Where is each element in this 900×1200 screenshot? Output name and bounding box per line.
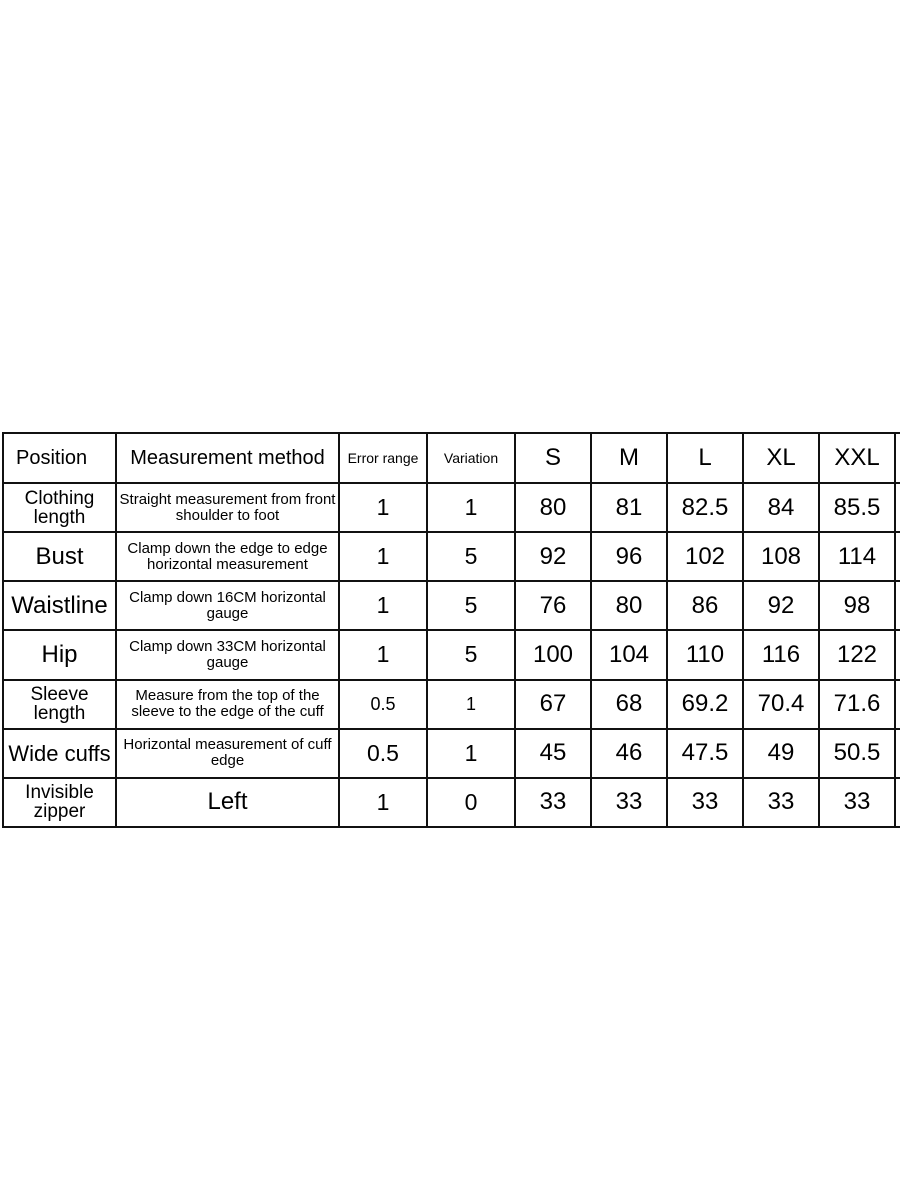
header-cut-column bbox=[895, 433, 900, 483]
size-xl-cell: 92 bbox=[743, 581, 819, 630]
header-size-l: L bbox=[667, 433, 743, 483]
size-m-cell: 104 bbox=[591, 630, 667, 679]
size-s-cell: 80 bbox=[515, 483, 591, 532]
variation-cell: 1 bbox=[427, 483, 515, 532]
method-cell: Horizontal measurement of cuff edge bbox=[116, 729, 339, 778]
error-cell: 1 bbox=[339, 483, 427, 532]
position-cell: Clothing length bbox=[3, 483, 116, 532]
position-cell: Bust bbox=[3, 532, 116, 581]
method-cell: Clamp down the edge to edge horizontal measurement bbox=[116, 532, 339, 581]
size-chart bbox=[2, 432, 900, 828]
size-l-cell: 110 bbox=[667, 630, 743, 679]
cut-cell bbox=[895, 581, 900, 630]
variation-cell: 5 bbox=[427, 630, 515, 679]
variation-cell: 5 bbox=[427, 532, 515, 581]
header-size-m: M bbox=[591, 433, 667, 483]
size-xxl-cell: 50.5 bbox=[819, 729, 895, 778]
size-l-cell: 33 bbox=[667, 778, 743, 827]
header-error-range: Error range bbox=[339, 433, 427, 483]
error-cell: 1 bbox=[339, 532, 427, 581]
method-cell: Clamp down 16CM horizontal gauge bbox=[116, 581, 339, 630]
cut-cell bbox=[895, 630, 900, 679]
position-cell: Invisible zipper bbox=[3, 778, 116, 827]
size-m-cell: 33 bbox=[591, 778, 667, 827]
header-size-xl: XL bbox=[743, 433, 819, 483]
size-l-cell: 69.2 bbox=[667, 680, 743, 729]
size-xl-cell: 108 bbox=[743, 532, 819, 581]
size-xl-cell: 84 bbox=[743, 483, 819, 532]
table-row bbox=[3, 532, 900, 581]
size-s-cell: 67 bbox=[515, 680, 591, 729]
header-size-s: S bbox=[515, 433, 591, 483]
cut-cell bbox=[895, 729, 900, 778]
header-variation: Variation bbox=[427, 433, 515, 483]
size-m-cell: 96 bbox=[591, 532, 667, 581]
size-m-cell: 68 bbox=[591, 680, 667, 729]
cut-cell bbox=[895, 778, 900, 827]
table-row bbox=[3, 729, 900, 778]
variation-cell: 1 bbox=[427, 729, 515, 778]
error-cell: 1 bbox=[339, 630, 427, 679]
size-s-cell: 33 bbox=[515, 778, 591, 827]
size-s-cell: 92 bbox=[515, 532, 591, 581]
size-m-cell: 81 bbox=[591, 483, 667, 532]
method-cell: Measure from the top of the sleeve to the edge of the cuff bbox=[116, 680, 339, 729]
cut-cell bbox=[895, 532, 900, 581]
size-s-cell: 76 bbox=[515, 581, 591, 630]
method-cell: Clamp down 33CM horizontal gauge bbox=[116, 630, 339, 679]
header-position: Position bbox=[3, 433, 116, 483]
size-xl-cell: 70.4 bbox=[743, 680, 819, 729]
size-l-cell: 82.5 bbox=[667, 483, 743, 532]
method-cell: Left bbox=[116, 778, 339, 827]
size-xxl-cell: 122 bbox=[819, 630, 895, 679]
size-l-cell: 102 bbox=[667, 532, 743, 581]
position-cell: Hip bbox=[3, 630, 116, 679]
table-row bbox=[3, 483, 900, 532]
position-cell: Waistline bbox=[3, 581, 116, 630]
table-row bbox=[3, 778, 900, 827]
position-cell: Sleeve length bbox=[3, 680, 116, 729]
size-xl-cell: 116 bbox=[743, 630, 819, 679]
variation-cell: 1 bbox=[427, 680, 515, 729]
size-xl-cell: 33 bbox=[743, 778, 819, 827]
variation-cell: 5 bbox=[427, 581, 515, 630]
header-row bbox=[3, 433, 900, 483]
error-cell: 1 bbox=[339, 581, 427, 630]
size-xl-cell: 49 bbox=[743, 729, 819, 778]
method-cell: Straight measurement from front shoulder to foot bbox=[116, 483, 339, 532]
error-cell: 0.5 bbox=[339, 680, 427, 729]
size-l-cell: 47.5 bbox=[667, 729, 743, 778]
size-xxl-cell: 33 bbox=[819, 778, 895, 827]
size-l-cell: 86 bbox=[667, 581, 743, 630]
size-table bbox=[2, 432, 900, 828]
error-cell: 1 bbox=[339, 778, 427, 827]
size-xxl-cell: 71.6 bbox=[819, 680, 895, 729]
position-cell: Wide cuffs bbox=[3, 729, 116, 778]
size-m-cell: 46 bbox=[591, 729, 667, 778]
size-m-cell: 80 bbox=[591, 581, 667, 630]
cut-cell bbox=[895, 680, 900, 729]
size-s-cell: 45 bbox=[515, 729, 591, 778]
table-row bbox=[3, 581, 900, 630]
header-size-xxl: XXL bbox=[819, 433, 895, 483]
error-cell: 0.5 bbox=[339, 729, 427, 778]
size-xxl-cell: 98 bbox=[819, 581, 895, 630]
size-s-cell: 100 bbox=[515, 630, 591, 679]
size-xxl-cell: 85.5 bbox=[819, 483, 895, 532]
header-method: Measurement method bbox=[116, 433, 339, 483]
table-row bbox=[3, 680, 900, 729]
variation-cell: 0 bbox=[427, 778, 515, 827]
size-xxl-cell: 114 bbox=[819, 532, 895, 581]
cut-cell bbox=[895, 483, 900, 532]
table-row bbox=[3, 630, 900, 679]
